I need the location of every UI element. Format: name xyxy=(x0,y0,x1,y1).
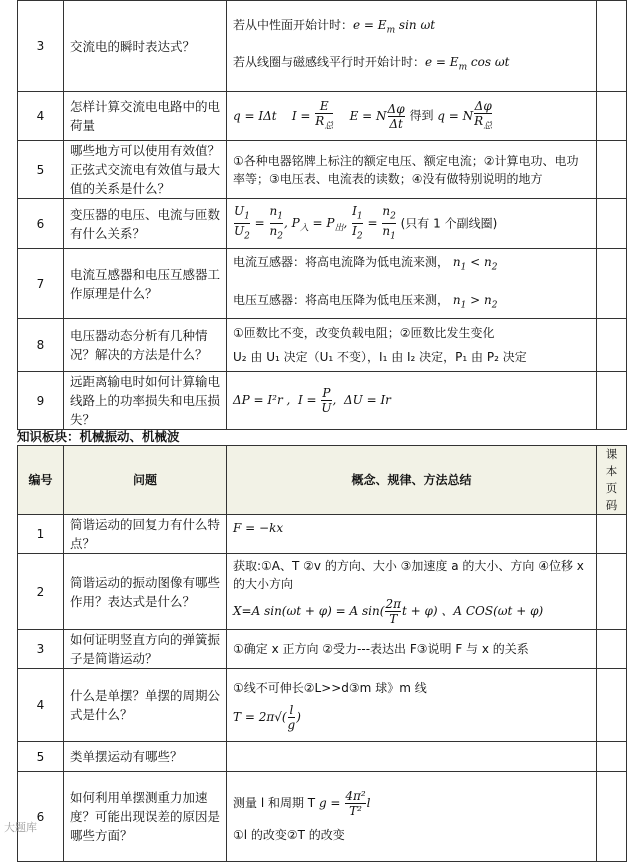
row-number: 4 xyxy=(18,669,64,742)
summary-line: 若从中性面开始计时： xyxy=(233,17,354,32)
summary-line: 电压互感器：将高电压降为低电压来测， xyxy=(233,292,450,307)
page-cell xyxy=(597,669,627,742)
summary-cell xyxy=(227,515,597,554)
table-row xyxy=(18,742,627,772)
question-cell: 电流互感器和电压互感器工作原理是什么？ xyxy=(64,249,227,319)
table-row xyxy=(18,772,627,862)
question-cell: 怎样计算交流电电路中的电荷量 xyxy=(64,92,227,141)
summary-cell xyxy=(227,319,597,372)
page-cell xyxy=(597,249,627,319)
summary-cell xyxy=(227,372,597,430)
page-cell xyxy=(597,630,627,669)
question-cell: 远距离输电时如何计算输电线路上的功率损失和电压损失？ xyxy=(64,372,227,430)
table-row xyxy=(18,669,627,742)
summary-line: 测量 l 和周期 T xyxy=(233,796,316,810)
formula: $\frac{U_1}{U_2}$ = $\frac{n_1}{n_2}$ , $P_入 = P_出$, $\frac{I_1}{I_2}$ = $\frac{n_2}{n_1}$ xyxy=(234,203,396,242)
page-cell xyxy=(597,141,627,199)
row-number: 5 xyxy=(18,742,64,772)
table-row xyxy=(18,199,627,249)
table-row xyxy=(18,630,627,669)
row-number: 6 xyxy=(18,772,64,862)
summary-cell xyxy=(227,249,597,319)
row-number: 2 xyxy=(18,554,64,630)
table-header xyxy=(18,446,627,515)
summary-cell: ①确定 x 正方向 ②受力---表达出 F③说明 F 与 x 的关系 xyxy=(227,630,597,669)
section-title: 知识板块：机械振动、机械波 xyxy=(17,429,180,444)
question-cell: 什么是单摆？单摆的周期公式是什么？ xyxy=(64,669,227,742)
question-cell: 简谐运动的振动图像有哪些作用？表达式是什么？ xyxy=(64,554,227,630)
row-number: 3 xyxy=(18,1,64,92)
summary-line: 电流互感器：将高电流降为低电流来测， xyxy=(233,255,450,270)
formula: q = IΔt I = $\frac{E}{R_总}$ E = N $\frac{\Delta\varphi}{\Delta t}$ xyxy=(233,98,405,132)
row-number: 3 xyxy=(18,630,64,669)
summary-text: 得到 xyxy=(409,108,434,123)
formula: q = N $\frac{\Delta\varphi}{R_总}$ xyxy=(437,98,493,132)
page-cell xyxy=(597,319,627,372)
row-number: 4 xyxy=(18,92,64,141)
formula: F = −kx xyxy=(233,521,284,535)
row-number: 1 xyxy=(18,515,64,554)
header-num: 编号 xyxy=(18,446,64,515)
page-cell xyxy=(597,199,627,249)
formula: $n_1 > n_2$ xyxy=(452,292,498,310)
summary-cell xyxy=(227,554,597,630)
question-cell: 哪些地方可以使用有效值？正弦式交流电有效值与最大值的关系是什么？ xyxy=(64,141,227,199)
question-cell: 类单摆运动有哪些？ xyxy=(64,742,227,772)
page-cell xyxy=(597,742,627,772)
lower-table xyxy=(17,445,627,862)
upper-table xyxy=(17,0,627,430)
page-cell xyxy=(597,92,627,141)
table-row xyxy=(18,554,627,630)
formula: g = $\frac{\text{4π²}}{\text{T²}}$ l xyxy=(318,789,371,818)
page-cell xyxy=(597,372,627,430)
question-cell: 如何证明竖直方向的弹簧振子是简谐运动？ xyxy=(64,630,227,669)
summary-line: ①l 的改变②T 的改变 xyxy=(233,828,345,842)
summary-cell: ①各种电器铭牌上标注的额定电压、额定电流；②计算电功、电功率等；③电压表、电流表的读数；④没有做特别说明的地方 xyxy=(227,141,597,199)
summary-cell xyxy=(227,772,597,862)
table-row xyxy=(18,141,627,199)
page-cell xyxy=(597,515,627,554)
row-number: 7 xyxy=(18,249,64,319)
table-row xyxy=(18,1,627,92)
page-cell xyxy=(597,772,627,862)
summary-cell xyxy=(227,92,597,141)
table-row xyxy=(18,372,627,430)
formula: $e = E_m$ sin ωt xyxy=(353,17,436,35)
formula: $n_1 < n_2$ xyxy=(452,255,498,273)
summary-line: U₂ 由 U₁ 决定（U₁ 不变），I₁ 由 I₂ 决定，P₁ 由 P₂ 决定 xyxy=(233,350,527,364)
header-question: 问题 xyxy=(64,446,227,515)
question-cell: 如何利用单摆测重力加速度？可能出现误差的原因是哪些方面？ xyxy=(64,772,227,862)
question-cell: 简谐运动的回复力有什么特点？ xyxy=(64,515,227,554)
summary-line: 若从线圈与磁感线平行时开始计时： xyxy=(233,55,426,69)
formula: T = 2π√( $\frac{l}{g}$ ) xyxy=(233,702,301,732)
row-number: 6 xyxy=(18,199,64,249)
table-row xyxy=(18,515,627,554)
question-cell: 交流电的瞬时表达式？ xyxy=(64,1,227,92)
formula: ΔP = I²r , I = $\frac{P}{U}$ , ΔU = Ir xyxy=(233,386,391,415)
formula: $e = E_m$ cos ωt xyxy=(425,55,510,73)
page-cell xyxy=(597,554,627,630)
row-number: 8 xyxy=(18,319,64,372)
table-row xyxy=(18,249,627,319)
row-number: 5 xyxy=(18,141,64,199)
formula: X=A sin(ωt + φ) = A sin( $\frac{2\pi}{T}$ t + φ) 、A COS(ωt + φ) xyxy=(233,597,544,626)
summary-cell xyxy=(227,199,597,249)
header-page: 课本页码 xyxy=(597,446,627,515)
summary-line: ①匝数比不变，改变负载电阻；②匝数比发生变化 xyxy=(233,326,495,340)
summary-cell xyxy=(227,669,597,742)
row-number: 9 xyxy=(18,372,64,430)
summary-line: 获取:①A、T ②v 的方向、大小 ③加速度 a 的大小、方向 ④位移 x 的大小方向 xyxy=(233,559,584,591)
summary-text: (只有 1 个副线圈) xyxy=(400,216,498,230)
page-cell xyxy=(597,1,627,92)
table-row xyxy=(18,92,627,141)
question-cell: 变压器的电压、电流与匝数有什么关系？ xyxy=(64,199,227,249)
watermark: 大题库 xyxy=(4,821,37,834)
summary-cell xyxy=(227,742,597,772)
question-cell: 电压器动态分析有几种情况？解决的方法是什么？ xyxy=(64,319,227,372)
header-summary: 概念、规律、方法总结 xyxy=(227,446,597,515)
summary-line: ①线不可伸长②L>>d③m 球》m 线 xyxy=(233,680,427,695)
table-row xyxy=(18,319,627,372)
summary-cell xyxy=(227,1,597,92)
